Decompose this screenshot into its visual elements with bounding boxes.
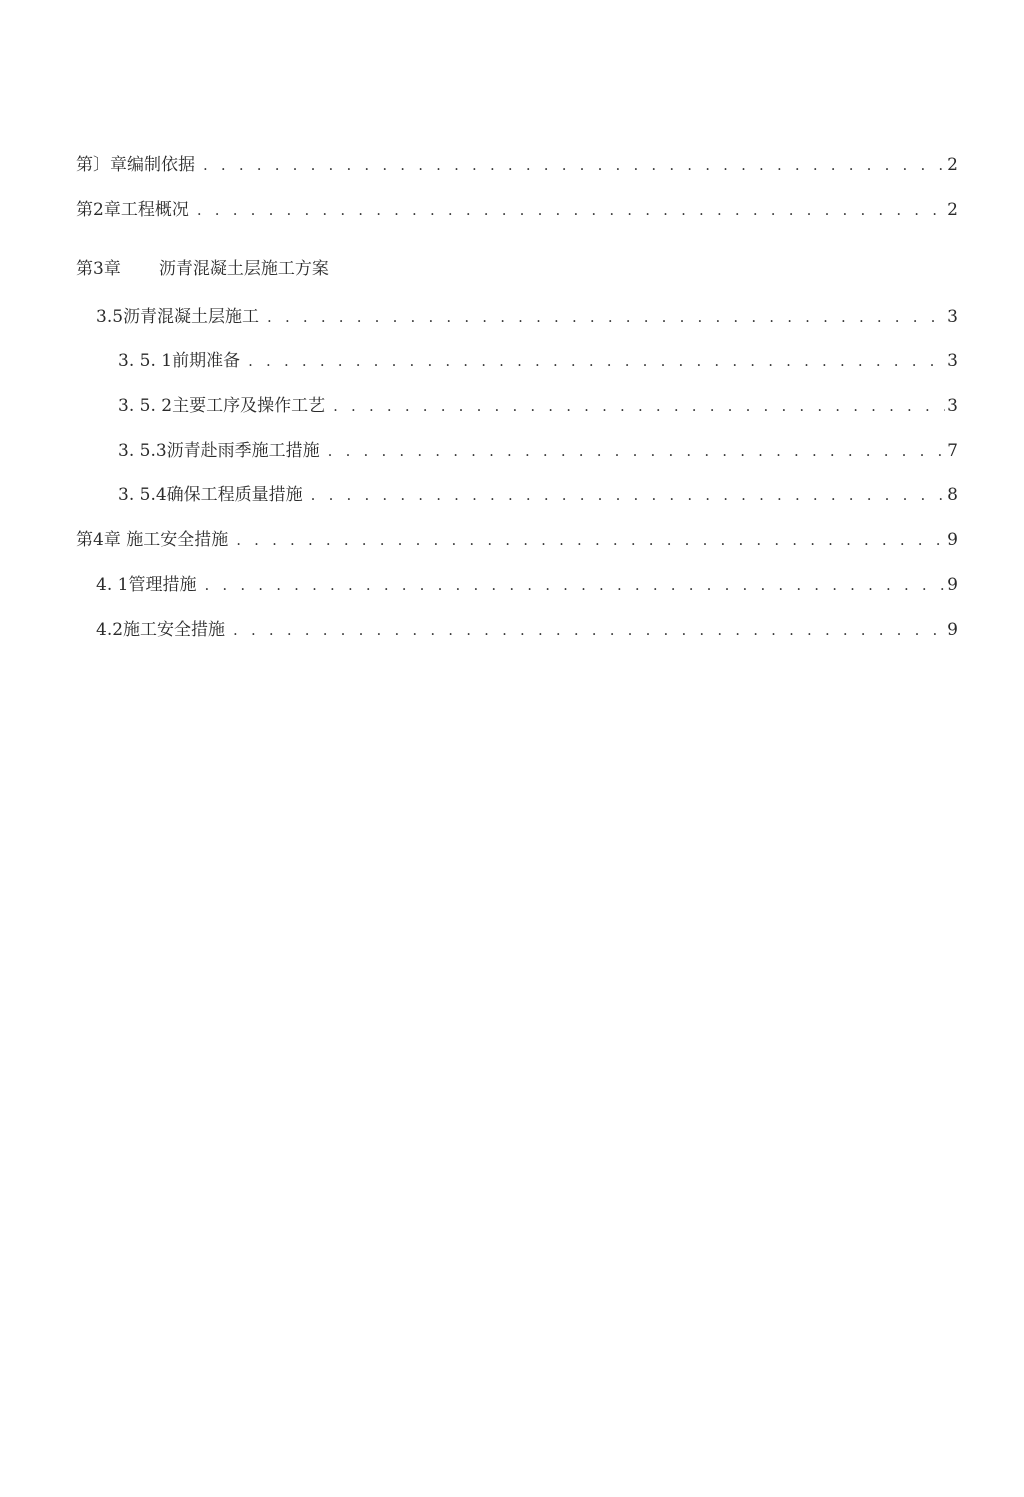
toc-page-number: 8 [947,485,958,505]
toc-entry-chapter-2[interactable] [76,199,958,221]
toc-entry-label: 3. 5. 2主要工序及操作工艺 [118,396,326,416]
toc-entry-section-4-1[interactable] [96,574,958,596]
dot-leader [328,440,946,462]
toc-entry-section-3-5-2[interactable] [118,395,958,417]
dot-leader [248,350,945,372]
toc-entry-label: 4. 1管理措施 [96,575,197,595]
toc-entry-label: 4.2施工安全措施 [96,620,226,640]
toc-page-number: 9 [947,575,958,595]
toc-page-number: 9 [947,530,958,550]
toc-entry-label: 3. 5.4确保工程质量措施 [118,485,303,505]
toc-entry-label: 第2章工程概况 [76,200,189,220]
dot-leader [204,574,945,596]
toc-entry-chapter-4[interactable] [76,529,958,551]
toc-heading-chapter-3[interactable] [76,258,329,280]
chapter-title: 沥青混凝土层施工方案 [158,259,329,279]
dot-leader [233,619,945,641]
dot-leader [203,154,945,176]
dot-leader [311,484,946,506]
toc-entry-label: 第〕章编制依据 [76,155,195,175]
dot-leader [333,395,945,417]
toc-page-number: 3 [947,307,958,327]
toc-entry-section-3-5[interactable] [96,306,958,328]
toc-page-number: 9 [947,620,958,640]
toc-entry-section-3-5-4[interactable] [118,484,958,506]
toc-entry-label: 3.5沥青混凝土层施工 [96,307,260,327]
toc-entry-label: 3. 5.3沥青赴雨季施工措施 [118,441,320,461]
toc-entry-section-3-5-3[interactable] [118,440,958,462]
toc-entry-label: 3. 5. 1前期准备 [118,351,241,371]
chapter-number: 第3章 [76,259,121,279]
toc-page-number: 3 [947,396,958,416]
dot-leader [197,199,945,221]
toc-entry-section-3-5-1[interactable] [118,350,958,372]
dot-leader [236,529,945,551]
toc-entry-chapter-1[interactable] [76,154,958,176]
toc-entry-label: 第4章 施工安全措施 [76,530,229,550]
dot-leader [267,306,945,328]
toc-page-number: 2 [947,155,958,175]
toc-page-number: 7 [947,441,958,461]
toc-page-number: 3 [947,351,958,371]
toc-page-number: 2 [947,200,958,220]
toc-entry-section-4-2[interactable] [96,619,958,641]
